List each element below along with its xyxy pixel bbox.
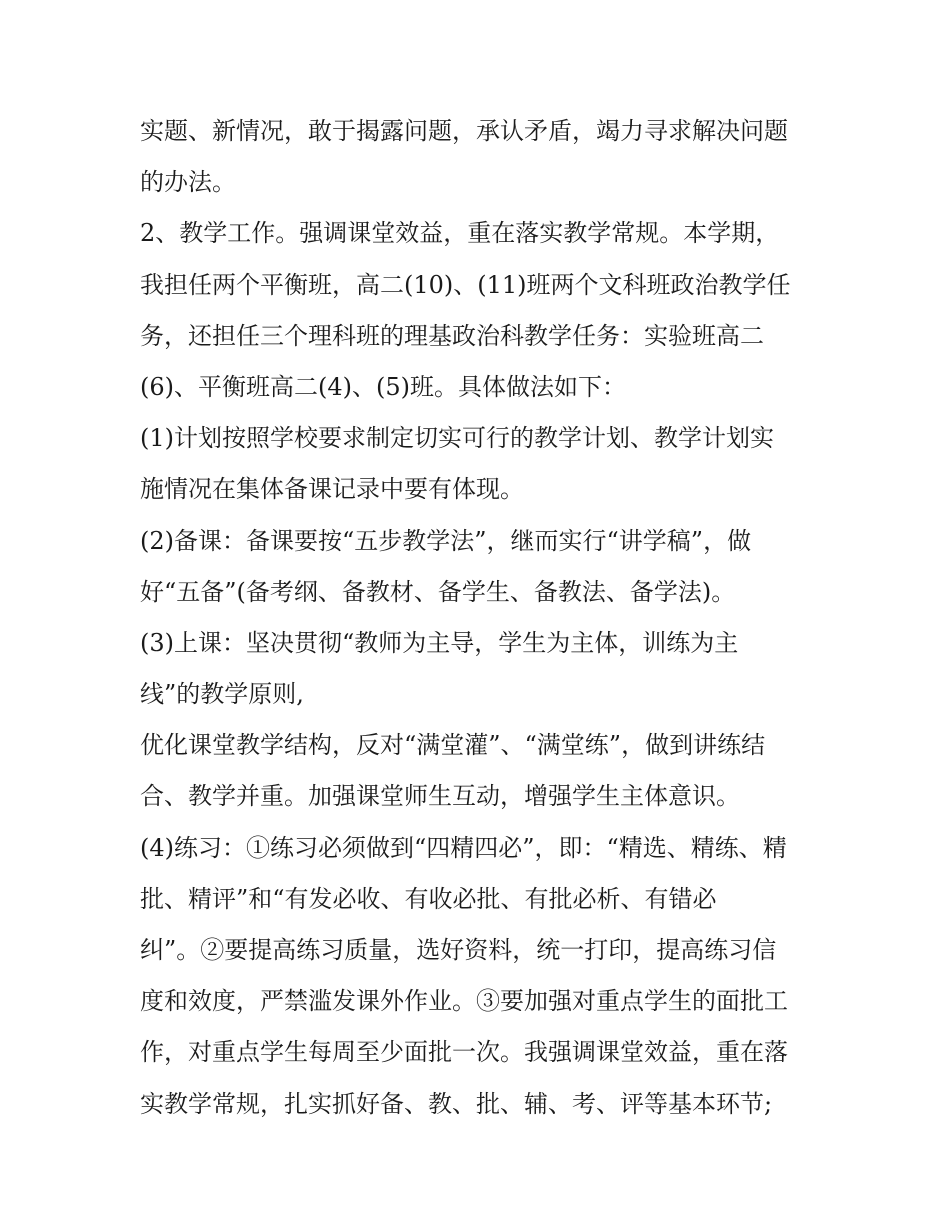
text-line: (3)上课：坚决贯彻“教师为主导，学生为主体，训练为主 bbox=[140, 628, 739, 657]
text-line: 实教学常规，扎实抓好备、教、批、辅、考、评等基本环节; bbox=[140, 1089, 773, 1118]
text-line: 优化课堂教学结构，反对“满堂灌”、“满堂练”，做到讲练结 bbox=[140, 731, 766, 760]
text-line: 线”的教学原则, bbox=[140, 680, 304, 709]
text-line: 度和效度，严禁滥发课外作业。③要加强对重点学生的面批工 bbox=[140, 987, 788, 1016]
text-line: 我担任两个平衡班，高二(10)、(11)班两个文科班政治教学任 bbox=[140, 270, 791, 299]
text-line: 务，还担任三个理科班的理基政治科教学任务：实验班高二 bbox=[140, 321, 764, 350]
text-line: (1)计划按照学校要求制定切实可行的教学计划、教学计划实 bbox=[140, 424, 774, 453]
text-line: (2)备课：备课要按“五步教学法”，继而实行“讲学稿”，做 bbox=[140, 526, 752, 555]
text-line: 的办法。 bbox=[140, 168, 236, 197]
text-line: 施情况在集体备课记录中要有体现。 bbox=[140, 475, 524, 504]
text-line: (4)练习：①练习必须做到“四精四必”，即：“精选、精练、精 bbox=[140, 833, 787, 862]
body-text bbox=[140, 106, 830, 1130]
text-line: 实题、新情况，敢于揭露问题，承认矛盾，竭力寻求解决问题 bbox=[140, 117, 788, 145]
text-line: 2、教学工作。强调课堂效益，重在落实教学常规。本学期， bbox=[140, 219, 780, 248]
text-line: 纠”。②要提高练习质量，选好资料，统一打印，提高练习信 bbox=[140, 936, 777, 964]
text-line: (6)、平衡班高二(4)、(5)班。具体做法如下： bbox=[140, 372, 626, 401]
text-line: 好“五备”(备考纲、备教材、备学生、备教法、备学法)。 bbox=[140, 577, 736, 606]
text-line: 作，对重点学生每周至少面批一次。我强调课堂效益，重在落 bbox=[140, 1038, 788, 1067]
text-line: 合、教学并重。加强课堂师生互动，增强学生主体意识。 bbox=[140, 782, 740, 811]
text-line: 批、精评”和“有发必收、有收必批、有批必析、有错必 bbox=[140, 884, 717, 913]
